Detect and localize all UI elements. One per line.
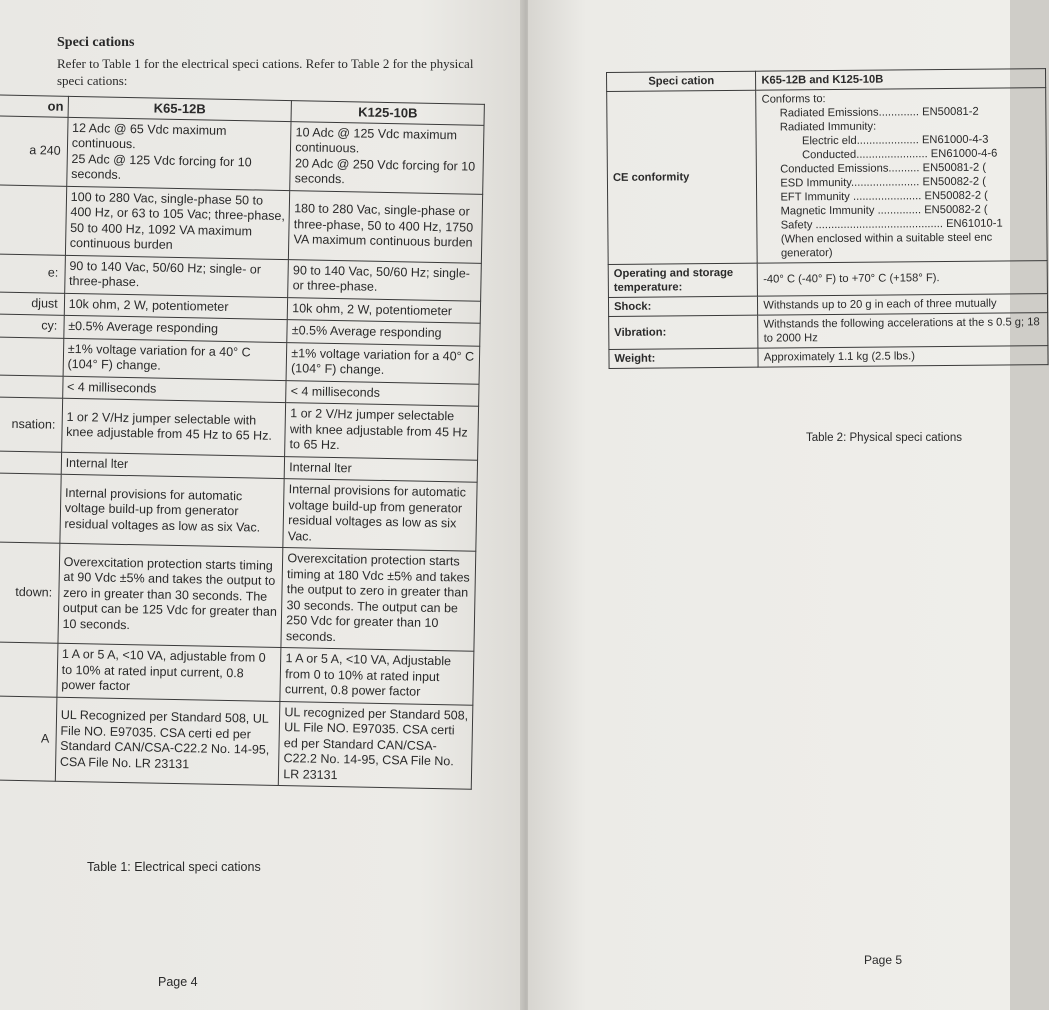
table2-row	[609, 313, 1048, 350]
table1-cell-label	[0, 471, 61, 543]
table1-cell-k65: 10k ohm, 2 W, potentiometer	[64, 293, 288, 320]
table1-cell-k125: < 4 milliseconds	[286, 380, 479, 406]
table1-cell-label: tdown:	[0, 540, 60, 643]
table1-row	[0, 640, 474, 704]
ce-conformity-line: Electric eld.................... EN61000-4-3	[801, 133, 989, 148]
table1-cell-k125: Overexcitation protection starts timing at 180 Vdc ±5% and takes the output to zero in greater than 30 seconds. The output can be 250 Vdc for greater than 10 seconds.	[281, 548, 476, 652]
table1-cell-label: djust	[0, 290, 64, 315]
table1-cell-label	[0, 373, 63, 398]
table2-cell-value: -40° C (-40° F) to +70° C (+158° F).	[758, 261, 1048, 297]
intro-paragraph: Refer to Table 1 for the electrical speci cations. Refer to Table 2 for the physical speci cations:	[57, 56, 474, 88]
table1-caption: Table 1: Electrical speci cations	[87, 860, 261, 874]
table1-cell-k125: Internal lter	[284, 456, 477, 482]
table1-row	[0, 694, 473, 789]
ce-conformity-details	[756, 88, 1047, 264]
table1-row	[0, 183, 483, 263]
table1-cell-k65: 12 Adc @ 65 Vdc maximum continuous. 25 Adc @ 125 Vdc forcing for 10 seconds.	[66, 117, 291, 190]
table1-cell-label: a 240	[0, 114, 68, 186]
table1-cell-k125: ±0.5% Average responding	[287, 320, 480, 346]
physical-specifications-table	[606, 68, 1049, 369]
ce-conformity-line: Radiated Immunity:	[779, 120, 877, 134]
table1-cell-k125: 1 or 2 V/Hz jumper selectable with knee adjustable from 45 Hz to 65 Hz.	[285, 403, 479, 460]
ce-conformity-line: Conducted Emissions.......... EN50081-2 (	[780, 161, 987, 176]
ce-conformity-line: ESD Immunity...................... EN50082-2 (	[780, 175, 986, 190]
table1-cell-k125: 10k ohm, 2 W, potentiometer	[288, 297, 481, 323]
table2-header-spec: Speci cation	[607, 71, 757, 91]
table1-cell-k125: ±1% voltage variation for a 40° C (104° F) change.	[286, 342, 479, 384]
table1-cell-label: A	[0, 694, 57, 781]
table1-cell-k65: < 4 milliseconds	[62, 376, 286, 403]
table1-cell-label	[0, 183, 66, 255]
table2-cell-value: Withstands the following accelerations at the s 0.5 g; 18 to 2000 Hz	[758, 313, 1048, 349]
table1-cell-k125: 180 to 280 Vac, single-phase or three-phase, 50 to 400 Hz, 1750 VA maximum continuous burden	[289, 190, 483, 263]
table2-cell-label: Weight:	[609, 348, 759, 368]
table1-cell-label: cy:	[0, 312, 64, 337]
specifications-heading: Speci cations	[57, 35, 135, 50]
ce-conformity-line: Conforms to:	[761, 93, 826, 106]
table1-cell-k125: 10 Adc @ 125 Vdc maximum continuous. 20 Adc @ 250 Vdc forcing for 10 seconds.	[290, 121, 484, 194]
table1-cell-label	[0, 449, 61, 474]
table1-row	[0, 540, 476, 651]
table2-row	[608, 261, 1047, 298]
table1-cell-k65: 100 to 280 Vac, single-phase 50 to 400 Hz, or 63 to 105 Vac; three-phase, 50 to 400 Hz, 1092 VA maximum continuous burden	[65, 186, 290, 259]
electrical-specifications-table	[0, 93, 485, 790]
table1-cell-label: e:	[0, 252, 65, 293]
table1-cell-label	[0, 335, 64, 376]
table1-cell-k65: Internal lter	[61, 452, 285, 479]
ce-conformity-line: Radiated Emissions............. EN50081-2	[779, 105, 979, 120]
table1-header-spec: on	[0, 94, 68, 117]
table1-cell-label	[0, 640, 58, 696]
table2-cell-value: Withstands up to 20 g in each of three mutually	[758, 294, 1048, 316]
table2-caption: Table 2: Physical speci cations	[806, 432, 962, 444]
table1-cell-k125: 90 to 140 Vac, 50/60 Hz; single- or three-phase.	[288, 259, 481, 301]
table2-header-models: K65-12B and K125-10B	[756, 69, 1046, 91]
table1-header-k65: K65-12B	[68, 96, 292, 121]
table1-cell-k65: Internal provisions for automatic voltage build-up from generator residual voltages as low as six Vac.	[60, 474, 285, 547]
page-number-right: Page 5	[864, 953, 903, 967]
table2-cell-label: Vibration:	[609, 315, 759, 349]
ce-conformity-line: EFT Immunity ...................... EN50082-2 (	[780, 189, 988, 204]
ce-conformity-line: Conducted....................... EN61000-4-6	[802, 147, 998, 162]
table1-cell-k65: UL Recognized per Standard 508, UL File NO. E97035. CSA certi ed per Standard CAN/CSA-C22.2 No. 14-95, CSA File No. LR 23131	[55, 697, 280, 786]
ce-conformity-line: generator)	[780, 247, 833, 260]
table1-cell-k65: ±1% voltage variation for a 40° C (104° F) change.	[63, 338, 287, 380]
table1-cell-k125: Internal provisions for automatic voltage build-up from generator residual voltages as low as six Vac.	[283, 479, 477, 552]
table2-cell-label: Shock:	[608, 296, 758, 316]
page-number-left: Page 4	[158, 975, 198, 989]
table1-row	[0, 471, 477, 551]
table1-cell-k125: 1 A or 5 A, <10 VA, Adjustable from 0 to 10% at rated input current, 0.8 power factor	[280, 648, 474, 705]
table2-cell-label: Operating and storage temperature:	[608, 263, 758, 297]
table1-row	[0, 395, 479, 459]
table1-cell-k65: 90 to 140 Vac, 50/60 Hz; single- or three-phase.	[64, 255, 288, 297]
table1-cell-k65: 1 or 2 V/Hz jumper selectable with knee adjustable from 45 Hz to 65 Hz.	[61, 398, 286, 456]
table1-cell-k65: Overexcitation protection starts timing at 90 Vdc ±5% and takes the output to zero in greater than 30 seconds. The output can be 125 Vdc for greater than 10 seconds.	[58, 543, 283, 647]
ce-conformity-line: Magnetic Immunity .............. EN50082-2 (	[780, 203, 988, 218]
table2-cell-value: Approximately 1.1 kg (2.5 lbs.)	[758, 346, 1048, 368]
table1-cell-k125: UL recognized per Standard 508, UL File NO. E97035. CSA certi ed per Standard CAN/CSA-C22.2 No. 14-95, CSA File No. LR 23131	[279, 701, 473, 789]
table1-cell-label: nsation:	[0, 395, 62, 451]
table2-row-ce	[607, 88, 1047, 265]
table2-row	[609, 346, 1048, 369]
table1-cell-k65: 1 A or 5 A, <10 VA, adjustable from 0 to 10% at rated input current, 0.8 power factor	[57, 643, 282, 701]
ce-conformity-label: CE conformity	[607, 90, 758, 264]
ce-conformity-line: (When enclosed within a suitable steel enc	[780, 231, 993, 246]
table1-header-k125: K125-10B	[291, 101, 484, 125]
ce-conformity-line: Safety ......................................... EN61010-1	[780, 217, 1003, 232]
table1-cell-k65: ±0.5% Average responding	[64, 315, 288, 342]
table1-row	[0, 114, 484, 194]
